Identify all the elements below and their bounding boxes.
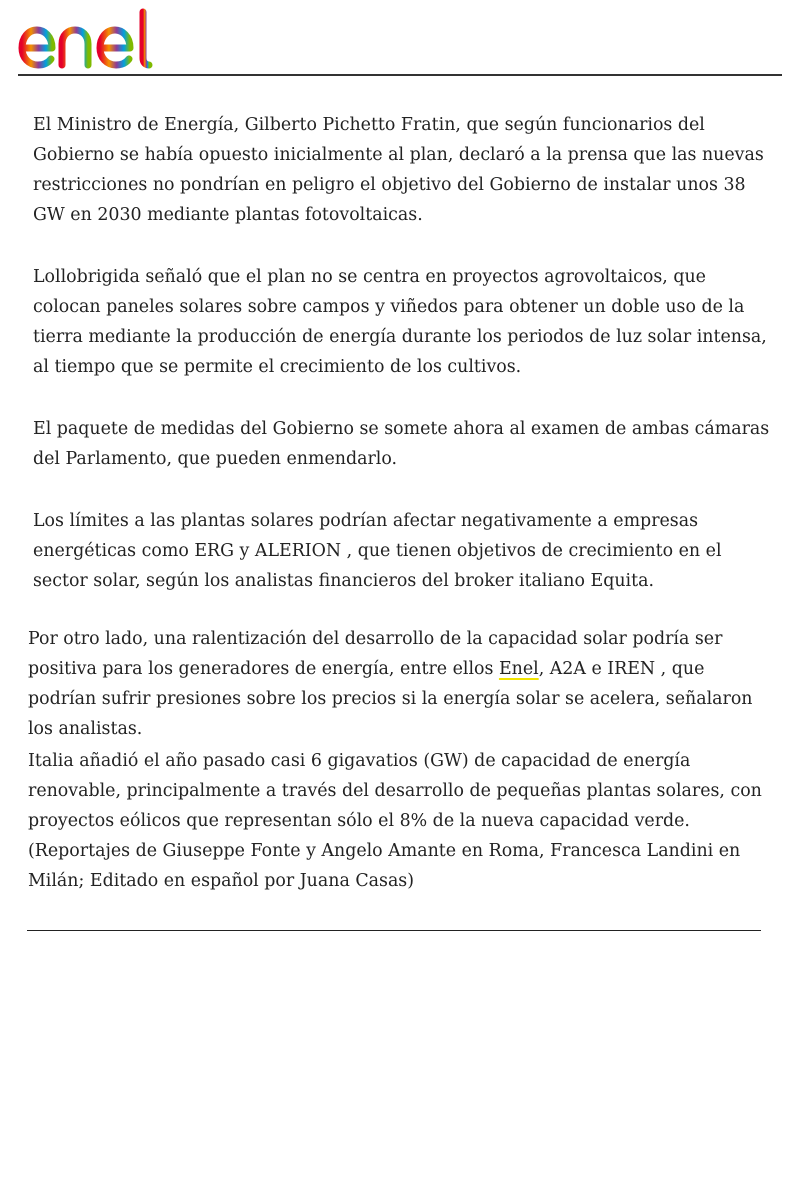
- paragraph-4: Los límites a las plantas solares podrían afectar negativamente a empresas energéticas como ERG y ALERION , que tienen objetivos de crecimiento en el sector solar, según los analistas financieros del broker italiano Equita.: [33, 511, 722, 591]
- paragraph-2: Lollobrigida señaló que el plan no se centra en proyectos agrovoltaicos, que colocan paneles solares sobre campos y viñedos para obtener un doble uso de la tierra mediante la producción de energía durante los periodos de luz solar intensa, al tiempo que se permite el crecimiento de los cultivos.: [33, 267, 767, 377]
- footer-divider: [27, 930, 761, 931]
- paragraph-5-text-after: , A2A e IREN , que podrían sufrir presiones sobre los precios si la energía solar se acelera, señalaron los analistas.: [28, 659, 753, 739]
- paragraph-5-text-before: Por otro lado, una ralentización del desarrollo de la capacidad solar podría ser positiva para los generadores de energía, entre ellos: [28, 629, 723, 679]
- header: [18, 8, 782, 76]
- enel-highlight-link[interactable]: Enel: [498, 659, 539, 679]
- enel-logo: [18, 8, 183, 70]
- paragraph-3: El paquete de medidas del Gobierno se somete ahora al examen de ambas cámaras del Parlamento, que pueden enmendarlo.: [33, 419, 770, 469]
- paragraph-6: Italia añadió el año pasado casi 6 gigavatios (GW) de capacidad de energía renovable, principalmente a través del desarrollo de pequeñas plantas solares, con proyectos eólicos que representan sólo el 8% de la nueva capacidad verde. (Reportajes de Giuseppe Fonte y Angelo Amante en Roma, Francesca Landini en Milán; Editado en español por Juana Casas): [28, 751, 762, 891]
- paragraph-1: El Ministro de Energía, Gilberto Pichetto Fratin, que según funcionarios del Gobierno se había opuesto inicialmente al plan, declaró a la prensa que las nuevas restricciones no pondrían en peligro el objetivo del Gobierno de instalar unos 38 GW en 2030 mediante plantas fotovoltaicas.: [33, 115, 764, 225]
- paragraph-5: [28, 624, 773, 744]
